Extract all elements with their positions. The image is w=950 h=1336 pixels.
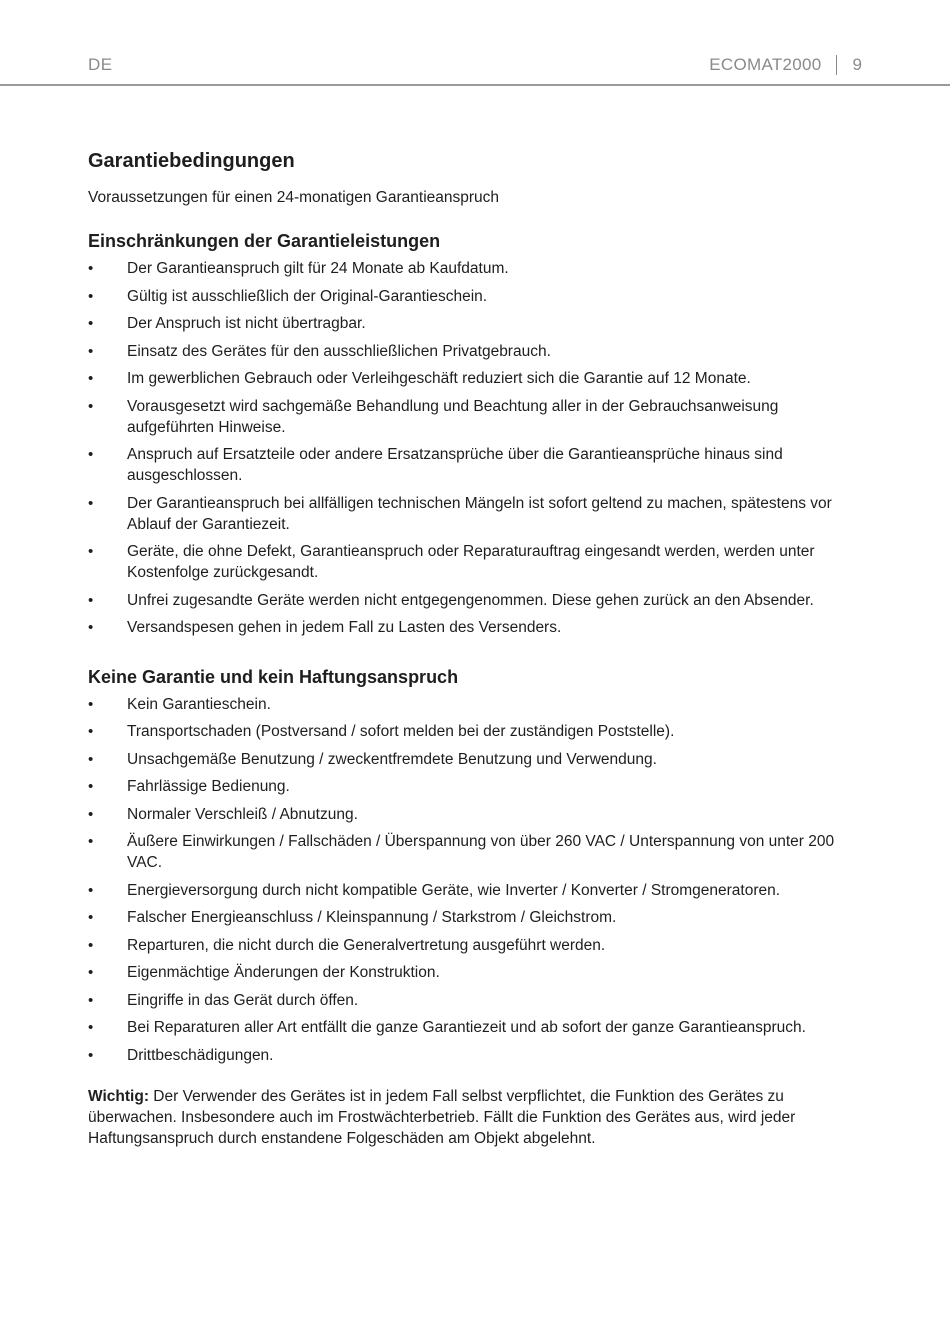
list-item xyxy=(88,258,863,279)
list-item-text: Der Garantieanspruch gilt für 24 Monate ab Kaufdatum. xyxy=(127,260,509,277)
bullet-icon: • xyxy=(88,619,94,636)
section-heading: Einschränkungen der Garantieleistungen xyxy=(88,231,441,251)
section-heading: Keine Garantie und kein Haftungsanspruch xyxy=(88,666,459,687)
bullet-icon: • xyxy=(88,881,94,899)
bullet-icon: • xyxy=(88,397,94,415)
list-item xyxy=(88,341,863,362)
list-item xyxy=(88,396,863,438)
list-item-text: Unfrei zugesandte Geräte werden nicht entgegengenommen. Diese gehen zurück an den Absender. xyxy=(127,591,814,609)
header-divider xyxy=(836,55,837,75)
list-item xyxy=(88,694,863,715)
list-item-text: Kein Garantieschein. xyxy=(127,695,271,713)
list-item-text: Eingriffe in das Gerät durch öffen. xyxy=(127,991,359,1009)
bullet-icon: • xyxy=(88,750,94,768)
list-item xyxy=(88,880,863,901)
list-item-text: Geräte, die ohne Defekt, Garantieanspruch oder Reparaturauftrag eingesandt werden, werden unter Kostenfolge zurückgesandt. xyxy=(127,543,815,581)
bullet-icon: • xyxy=(88,342,94,360)
bullet-list xyxy=(88,258,863,638)
bullet-icon: • xyxy=(88,991,94,1009)
bullet-icon: • xyxy=(88,494,94,512)
language-label: DE xyxy=(88,55,113,74)
important-label: Wichtig: xyxy=(88,1087,149,1105)
list-item xyxy=(88,1045,863,1066)
header-right xyxy=(709,55,862,75)
list-item-text: Eigenmächtige Änderungen der Konstruktion. xyxy=(127,964,440,981)
list-item-text: Energieversorgung durch nicht kompatible Geräte, wie Inverter / Konverter / Stromgeneratoren. xyxy=(127,881,781,899)
bullet-icon: • xyxy=(88,909,94,926)
list-item-text: Unsachgemäße Benutzung / zweckentfremdete Benutzung und Verwendung. xyxy=(127,750,657,768)
list-item xyxy=(88,313,863,334)
list-item-text: Anspruch auf Ersatzteile oder andere Ersatzansprüche über die Garantieansprüche hinaus sind ausgeschlossen. xyxy=(127,446,783,484)
bullet-icon: • xyxy=(88,805,94,823)
list-item xyxy=(88,962,863,983)
list-item xyxy=(88,721,863,742)
list-item-text: Äußere Einwirkungen / Fallschäden / Überspannung von über 260 VAC / Unterspannung von unter 200 VAC. xyxy=(127,833,835,871)
bullet-icon: • xyxy=(88,778,94,795)
page-title: Garantiebedingungen xyxy=(88,150,295,172)
bullet-icon: • xyxy=(88,591,94,609)
list-item xyxy=(88,776,863,797)
list-item xyxy=(88,590,863,611)
list-item xyxy=(88,368,863,389)
list-item xyxy=(88,286,863,307)
list-item-text: Versandspesen gehen in jedem Fall zu Lasten des Versenders. xyxy=(127,619,562,636)
list-item-text: Einsatz des Gerätes für den ausschließlichen Privatgebrauch. xyxy=(127,342,551,360)
bullet-icon: • xyxy=(88,260,94,277)
list-item xyxy=(88,1017,863,1038)
bullet-icon: • xyxy=(88,370,94,387)
list-item-text: Der Garantieanspruch bei allfälligen technischen Mängeln ist sofort geltend zu machen, spätestens vor Ablauf der Garantiezeit. xyxy=(127,494,832,533)
bullet-icon: • xyxy=(88,287,94,305)
sections-container xyxy=(88,231,863,1066)
model-name: ECOMAT2000 xyxy=(709,55,822,74)
bullet-list xyxy=(88,694,863,1066)
bullet-icon: • xyxy=(88,315,94,332)
page-subtitle: Voraussetzungen für einen 24-monatigen Garantieanspruch xyxy=(88,189,500,206)
list-item xyxy=(88,804,863,825)
bullet-icon: • xyxy=(88,543,94,560)
important-text: Der Verwender des Gerätes ist in jedem Fall selbst verpflichtet, die Funktion des Gerätes zu überwachen. Insbesondere auch im Frostwächterbetrieb. Fällt die Funktion des Gerätes aus, wird jeder Haftungsanspruch durch enstandene Folgeschäden am Objekt abgelehnt. xyxy=(88,1087,796,1147)
list-item-text: Vorausgesetzt wird sachgemäße Behandlung und Beachtung aller in der Gebrauchsanweisung aufgeführten Hinweise. xyxy=(127,397,779,436)
list-item xyxy=(88,831,863,873)
list-item-text: Gültig ist ausschließlich der Original-Garantieschein. xyxy=(127,287,488,305)
bullet-icon: • xyxy=(88,1019,94,1036)
list-item xyxy=(88,617,863,638)
list-item xyxy=(88,935,863,956)
bullet-icon: • xyxy=(88,936,94,954)
section-gap xyxy=(88,645,863,667)
list-item xyxy=(88,493,863,535)
bullet-icon: • xyxy=(88,964,94,981)
list-item xyxy=(88,990,863,1011)
page-number: 9 xyxy=(852,55,862,74)
list-item-text: Fahrlässige Bedienung. xyxy=(127,778,290,795)
list-item xyxy=(88,749,863,770)
list-item xyxy=(88,907,863,928)
list-item-text: Bei Reparaturen aller Art entfällt die ganze Garantiezeit und ab sofort der ganze Garantieanspruch. xyxy=(127,1019,806,1036)
list-item-text: Normaler Verschleiß / Abnutzung. xyxy=(127,805,358,823)
bullet-icon: • xyxy=(88,1046,94,1064)
list-item-text: Reparturen, die nicht durch die Generalvertretung ausgeführt werden. xyxy=(127,936,606,954)
bullet-icon: • xyxy=(88,723,94,740)
important-note xyxy=(88,1086,863,1149)
list-item-text: Transportschaden (Postversand / sofort melden bei der zuständigen Poststelle). xyxy=(127,723,675,740)
bullet-icon: • xyxy=(88,833,94,850)
list-item xyxy=(88,541,863,583)
list-item xyxy=(88,444,863,486)
bullet-icon: • xyxy=(88,446,94,463)
list-item-text: Falscher Energieanschluss / Kleinspannung / Starkstrom / Gleichstrom. xyxy=(127,909,617,926)
page-header xyxy=(0,0,950,86)
bullet-icon: • xyxy=(88,695,94,713)
list-item-text: Im gewerblichen Gebrauch oder Verleihgeschäft reduziert sich die Garantie auf 12 Monate. xyxy=(127,370,751,387)
main-content xyxy=(88,150,863,1149)
list-item-text: Drittbeschädigungen. xyxy=(127,1046,274,1064)
list-item-text: Der Anspruch ist nicht übertragbar. xyxy=(127,315,366,332)
